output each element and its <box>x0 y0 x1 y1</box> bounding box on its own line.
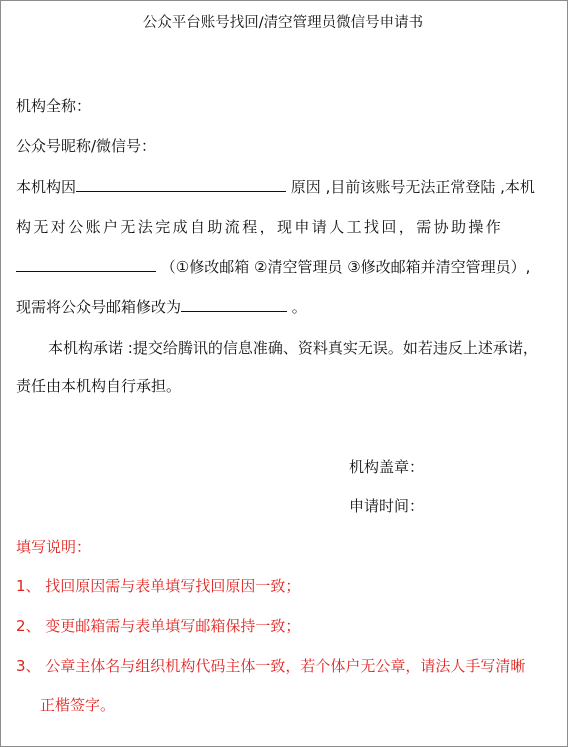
email-prefix: 现需将公众号邮箱修改为 <box>16 298 182 316</box>
operation-blank[interactable] <box>16 257 156 272</box>
promise-line-1: 本机构承诺 :提交给腾讯的信息准确、资料真实无误。如若违反上述承诺， <box>48 339 538 357</box>
promise-line-2: 责任由本机构自行承担。 <box>16 377 182 395</box>
operation-line <box>16 256 530 278</box>
seal-label: 机构盖章： <box>349 458 425 476</box>
operation-options: （①修改邮箱 ②清空管理员 ③修改邮箱并清空管理员）, <box>160 258 531 276</box>
reason-prefix: 本机构因 <box>16 178 77 196</box>
request-text: 构无对公账户无法完成自助流程，现申请人工找回，需协助操作 <box>16 218 504 236</box>
instruction-item-3: 3、 公章主体名与组织机构代码主体一致，若个体户无公章，请法人手写清晰 <box>16 657 526 675</box>
reason-suffix: 原因 ,目前该账号无法正常登陆 ,本机 <box>290 178 535 196</box>
reason-blank[interactable] <box>76 177 286 192</box>
instruction-item-2: 2、 变更邮箱需与表单填写邮箱保持一致； <box>16 617 301 635</box>
email-blank[interactable] <box>181 297 287 312</box>
instruction-item-1: 1、 找回原因需与表单填写找回原因一致； <box>16 577 301 595</box>
document-title: 公众平台账号找回/清空管理员微信号申请书 <box>142 15 424 31</box>
request-line <box>16 216 560 238</box>
email-suffix: 。 <box>291 298 307 316</box>
reason-line <box>16 176 535 198</box>
account-name-label: 公众号昵称/微信号： <box>16 137 157 155</box>
instructions-heading: 填写说明： <box>16 538 92 556</box>
apply-time-label: 申请时间： <box>349 497 425 515</box>
org-full-name-label: 机构全称： <box>16 97 92 115</box>
instruction-item-3-cont: 正楷签字。 <box>40 696 116 714</box>
email-line <box>16 296 307 318</box>
